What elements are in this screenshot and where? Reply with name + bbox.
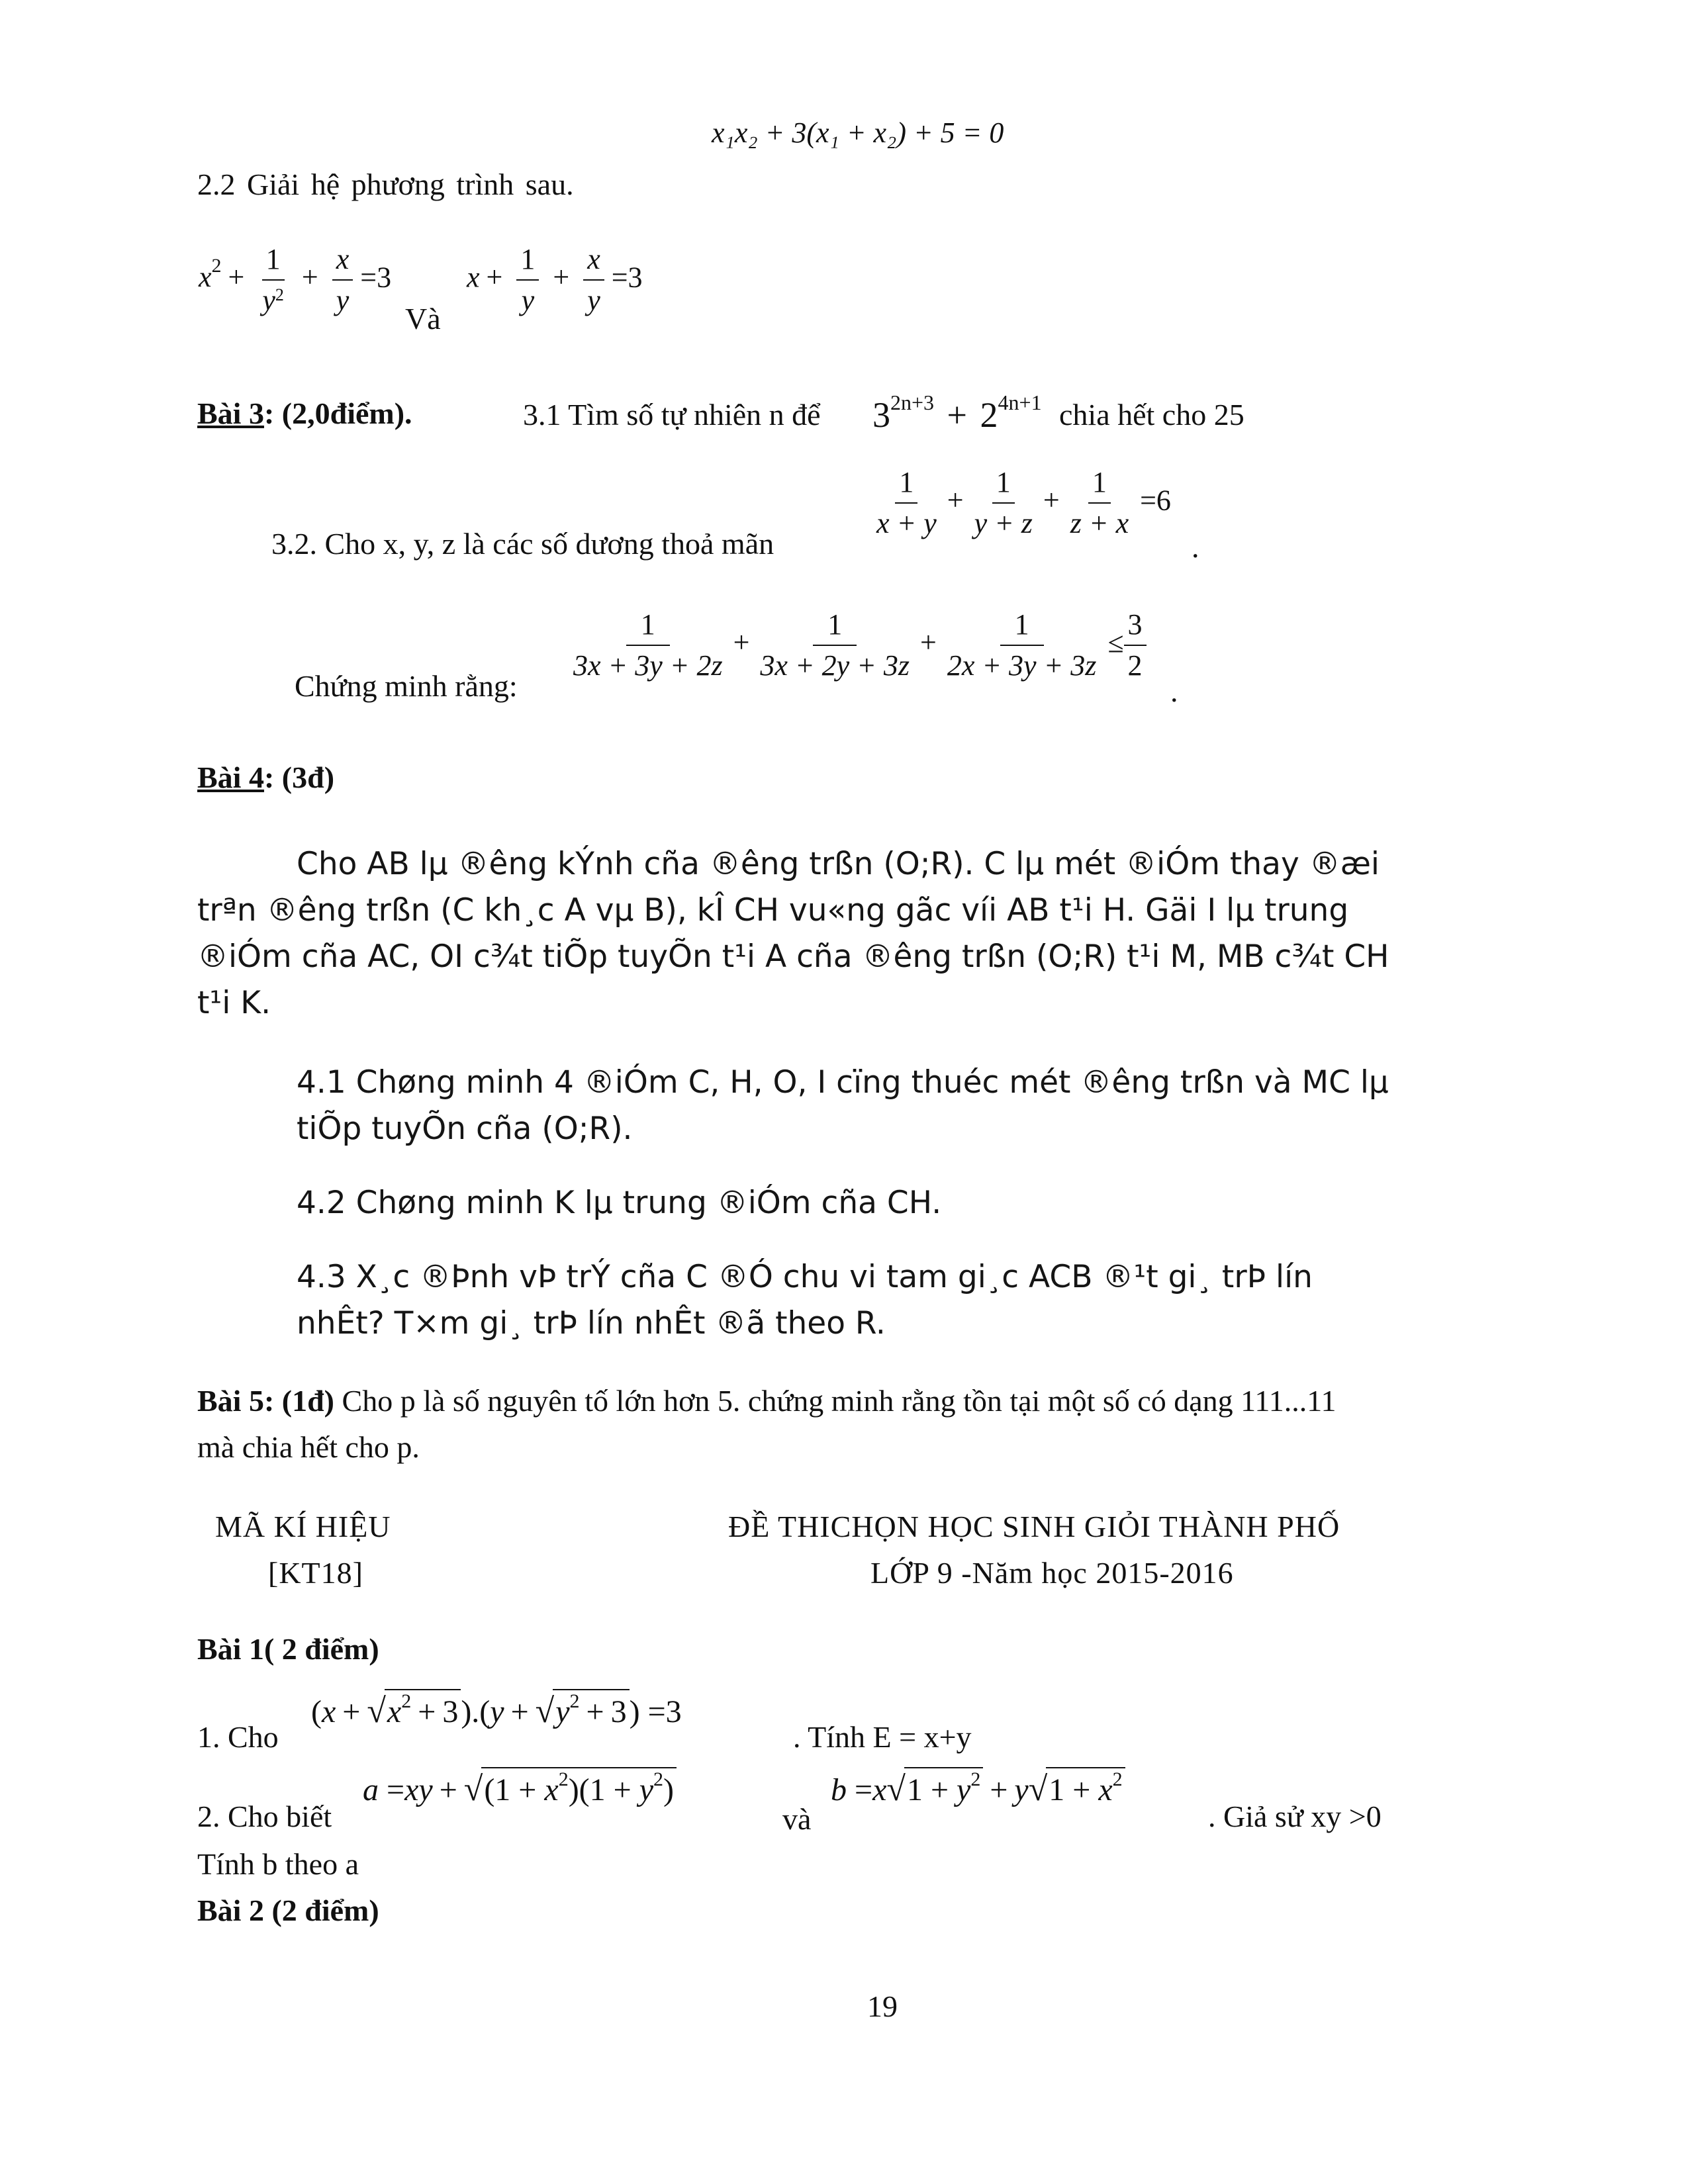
bai1-q2-b-def: $b =x√1 + y^2 + y√1 + x^2$ [831, 1767, 1125, 1809]
bai4-line-3: ®iÓm cña AC, OI c¾t tiÕp tuyÕn t¹i A cña ®êng trßn (O;R) t¹i M, MB c¾t CH [197, 938, 1389, 975]
bai4-line-2: trªn ®êng trßn (C kh¸c A vµ B), kÎ CH vu«ng gãc víi AB t¹i H. Gäi I lµ trung [197, 892, 1349, 929]
bai5-points: (1đ) [281, 1384, 335, 1418]
q31-exp1: 2n+3 [890, 390, 935, 414]
exam-subtitle: LỚP 9 -Năm học 2015-2016 [870, 1556, 1234, 1590]
bai3-heading [197, 396, 412, 431]
q31-base1: 3 [872, 395, 890, 435]
frac-num: 1 [895, 467, 917, 504]
q42-line: 4.2 Chøng minh K lµ trung ®iÓm cña CH. [297, 1185, 942, 1221]
ineq-rhs-num: 3 [1124, 609, 1147, 646]
q32-text: 3.2. Cho x, y, z là các số dương thoả mãn [271, 527, 774, 561]
ineq-den-3: 2x + 3y + 3z [947, 649, 1097, 682]
exam-title: ĐỀ THICHỌN HỌC SINH GIỎI THÀNH PHỐ [728, 1510, 1340, 1543]
ineq-den-1: 3x + 3y + 2z [573, 649, 723, 682]
bai5-line-2: mà chia hết cho p. [197, 1430, 420, 1464]
bai1-q2-and: và [782, 1802, 812, 1836]
bai3-points: : (2,0điểm). [263, 396, 412, 430]
q31-tail: chia hết cho 25 [1059, 398, 1244, 432]
q41-line-1: 4.1 Chøng minh 4 ®iÓm C, H, O, I cïng thuéc mét ®êng trßn và MC lµ [297, 1064, 1389, 1101]
code-label: MÃ KÍ HIỆU [215, 1510, 391, 1543]
frac-num: 1 [992, 467, 1015, 504]
page-number: 19 [867, 1989, 898, 2023]
prove-label: Chứng minh rằng: [295, 669, 518, 703]
q32-rhs: =6 [1140, 484, 1171, 517]
frac-num: 1 [1088, 467, 1111, 504]
frac-num: 1 [1000, 609, 1044, 646]
q31-text: 3.1 Tìm số tự nhiên n để [523, 398, 821, 432]
frac-num: 1 [813, 609, 857, 646]
q31-exp2: 4n+1 [998, 390, 1042, 414]
ineq-dot: . [1170, 674, 1178, 708]
q22-heading: 2.2 Giải hệ phương trình sau. [197, 167, 574, 201]
q41-line-2: tiÕp tuyÕn cña (O;R). [297, 1111, 633, 1147]
bai2-title: Bài 2 (2 điểm) [197, 1893, 379, 1927]
q32-den-1: x + y [876, 507, 937, 540]
q32-dot: . [1192, 530, 1199, 564]
q32-condition: $\frac{1}{x + y}$ + $\frac{1}{y + z}$ + $\frac{1}{z + x}$ =6 [872, 467, 1171, 540]
bai5-text-1: Cho p là số nguyên tố lớn hơn 5. chứng minh rằng tồn tại một số có dạng 111...11 [342, 1384, 1336, 1418]
bai4-line-1: Cho AB lµ ®êng kÝnh cña ®êng trßn (O;R). C lµ mét ®iÓm thay ®æi [297, 846, 1380, 882]
q22-equation-1: $x^2$ + $\frac{1}{y^2}$ + $\frac{x}{y}$ =3 [199, 243, 392, 317]
bai5-title: Bài 5: [197, 1384, 275, 1418]
bai1-q2-prefix: 2. Cho biết [197, 1799, 332, 1833]
bai1-q1-equation: $(x + √x^2 + 3).(y + √y^2 + 3) =3$ [311, 1690, 682, 1730]
top-equation: x₁x₂ + 3(x₁ + x₂) + 5 = 0 [712, 116, 1004, 149]
bai5-line-1 [197, 1383, 1336, 1418]
code-value: [KT18] [268, 1556, 363, 1590]
q43-line-1: 4.3 X¸c ®Þnh vÞ trÝ cña C ®Ó chu vi tam gi¸c ACB ®¹t gi¸ trÞ lín [297, 1259, 1313, 1295]
ineq-rhs-den: 2 [1127, 649, 1143, 682]
q32-den-2: y + z [974, 507, 1033, 540]
bai4-line-4: t¹i K. [197, 985, 271, 1021]
bai4-points: : (3đ) [263, 760, 335, 794]
frac-num: 1 [516, 244, 539, 281]
q43-line-2: nhÊt? T×m gi¸ trÞ lín nhÊt ®ã theo R. [297, 1305, 886, 1342]
bai1-q2-line-2: Tính b theo a [197, 1847, 359, 1881]
bai4-title: Bài 4 [197, 760, 264, 794]
frac-num: 1 [626, 609, 670, 646]
q31-base2: 2 [980, 395, 998, 435]
q31-expression [872, 390, 1042, 435]
q32-inequality: $\frac{1}{3x + 3y + 2z}$ + $\frac{1}{3x + 2y + 3z}$ + $\frac{1}{2x + 3y + 3z}$ ≤ $\frac{3}{2}$ [569, 609, 1147, 682]
q22-and: Và [405, 302, 441, 336]
frac-num: 1 [262, 244, 285, 281]
bai1-title: Bài 1( 2 điểm) [197, 1632, 379, 1666]
bai4-heading [197, 760, 334, 795]
bai1-q2-a-def: $a =xy + √(1 + x^2)(1 + y^2)$ [363, 1767, 677, 1809]
ineq-den-2: 3x + 2y + 3z [760, 649, 910, 682]
bai1-q2-tail: . Giả sử xy >0 [1208, 1799, 1382, 1833]
bai1-q1-prefix: 1. Cho [197, 1720, 279, 1754]
bai1-q1-tail: . Tính E = x+y [793, 1720, 972, 1754]
q31-plus: + [947, 395, 968, 435]
bai3-title: Bài 3 [197, 396, 264, 430]
q32-den-3: z + x [1070, 507, 1129, 540]
q22-equation-2: x + $\frac{1}{y}$ + $\frac{x}{y}$ =3 [467, 243, 643, 317]
